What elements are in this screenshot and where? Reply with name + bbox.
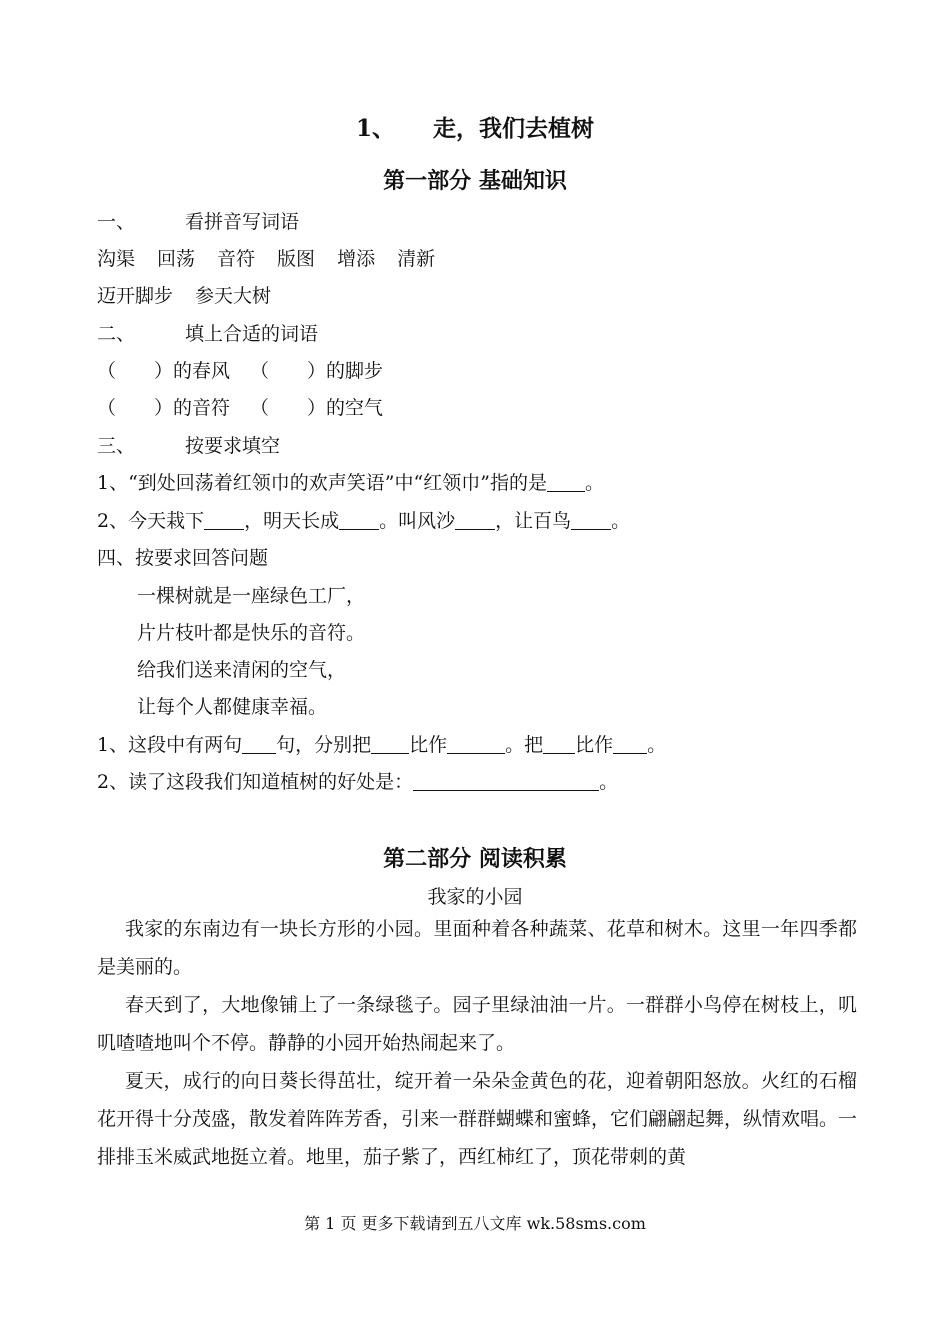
lesson-title	[0, 110, 950, 143]
answer-blank[interactable]	[455, 510, 495, 530]
section3-heading: 三、 按要求填空	[97, 435, 281, 457]
word-list-row1	[97, 244, 457, 271]
answer-blank[interactable]	[571, 510, 611, 530]
article-paragraph: 我家的东南边有一块长方形的小园。里面种着各种蔬菜、花草和树木。这里一年四季都是美丽的。	[97, 918, 857, 978]
word-item: 清新	[397, 248, 436, 270]
article-title: 我家的小园	[427, 886, 523, 908]
page-footer: 第 1 页 更多下载请到五八文库 wk.58sms.com	[304, 1214, 646, 1233]
article-paragraph: 夏天，成行的向日葵长得茁壮，绽开着一朵朵金黄色的花，迎着朝阳怒放。火红的石榴花开得十分茂盛，散发着阵阵芳香，引来一群群蝴蝶和蜜蜂，它们翩翩起舞，纵情欢唱。一排排玉米威武地挺立着。地里，茄子紫了，西红柿红了，顶花带刺的黄	[97, 1070, 858, 1168]
section4-question1: 1、这段中有两句 句，分别把 比作 。把 比作 。	[97, 734, 667, 756]
answer-blank[interactable]	[613, 734, 647, 754]
word-item: 音符	[217, 248, 256, 270]
answer-blank[interactable]	[547, 472, 585, 492]
word-item: 迈开脚步	[97, 285, 174, 307]
word-item: 回荡	[157, 248, 196, 270]
fill-item: （ ）的春风	[97, 360, 231, 382]
part1-heading: 第一部分 基础知识	[383, 168, 567, 194]
poem-line: 一棵树就是一座绿色工厂，	[137, 585, 366, 607]
answer-blank[interactable]	[242, 734, 276, 754]
word-item: 沟渠	[97, 248, 136, 270]
fill-item: （ ）的音符	[97, 397, 231, 419]
poem-line: 片片枝叶都是快乐的音符。	[137, 622, 366, 644]
word-item: 参天大树	[195, 285, 272, 307]
fill-item: （ ）的空气	[250, 397, 384, 419]
part2-heading: 第二部分 阅读积累	[383, 846, 567, 872]
poem-line: 让每个人都健康幸福。	[137, 696, 328, 718]
section1-heading: 一、 看拼音写词语	[97, 211, 300, 233]
section3-question2: 2、今天栽下 ，明天长成 。叫风沙 ，让百鸟 。	[97, 510, 631, 532]
poem-line: 给我们送来清闲的空气，	[137, 659, 347, 681]
answer-blank[interactable]	[543, 734, 575, 754]
section4-question2: 2、读了这段我们知道植树的好处是： 。	[97, 771, 619, 793]
word-item: 版图	[277, 248, 316, 270]
section4-heading: 四、按要求回答问题	[97, 547, 269, 569]
lesson-number: 1、	[355, 115, 395, 142]
answer-blank[interactable]	[371, 734, 409, 754]
lesson-title-text: 走，我们去植树	[433, 115, 594, 142]
word-list-row2	[97, 281, 293, 308]
section2-heading: 二、 填上合适的词语	[97, 323, 319, 345]
answer-blank[interactable]	[447, 734, 505, 754]
fill-row2	[97, 393, 383, 420]
fill-item: （ ）的脚步	[250, 360, 384, 382]
answer-blank[interactable]	[339, 510, 379, 530]
fill-row1	[97, 356, 383, 383]
answer-blank[interactable]	[413, 771, 599, 791]
section3-question1: 1、“到处回荡着红领巾的欢声笑语”中“红领巾”指的是 。	[97, 472, 604, 494]
answer-blank[interactable]	[204, 510, 244, 530]
article-paragraph: 春天到了，大地像铺上了一条绿毯子。园子里绿油油一片。一群群小鸟停在树枝上，叽叽喳喳地叫个不停。静静的小园开始热闹起来了。	[97, 994, 857, 1054]
word-item: 增添	[337, 248, 376, 270]
